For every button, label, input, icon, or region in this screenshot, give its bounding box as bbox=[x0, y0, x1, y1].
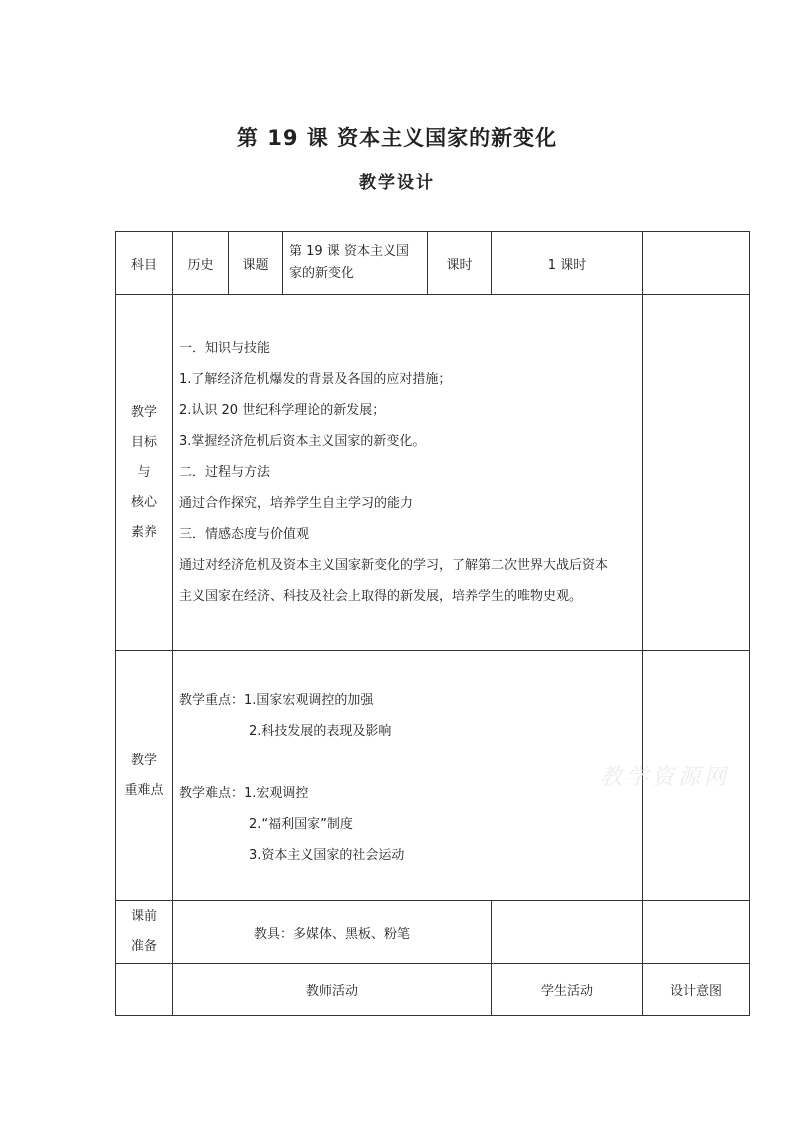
preparation-blank-cell bbox=[643, 901, 750, 964]
goals-label bbox=[116, 295, 173, 651]
goals-item: 2.认识 20 世纪科学理论的新发展； bbox=[179, 403, 386, 418]
focus-item: 2.科技发展的表现及影响 bbox=[249, 724, 392, 739]
preparation-blank-cell bbox=[492, 901, 643, 964]
goals-item: 主义国家在经济、科技及社会上取得的新发展，培养学生的唯物史观。 bbox=[179, 589, 583, 604]
goals-item: 通过对经济危机及资本主义国家新变化的学习，了解第二次世界大战后资本 bbox=[179, 558, 609, 573]
design-intent-header: 设计意图 bbox=[643, 964, 750, 1016]
goals-blank-cell bbox=[643, 295, 750, 651]
hours-label: 课时 bbox=[428, 232, 492, 295]
focus-item: 教学重点：1.国家宏观调控的加强 bbox=[179, 693, 374, 708]
info-blank-cell bbox=[643, 232, 750, 295]
goals-row bbox=[116, 295, 750, 651]
topic-value bbox=[283, 232, 428, 295]
key-points-content bbox=[173, 651, 643, 901]
key-points-label-line: 重难点 bbox=[124, 782, 164, 798]
hours-value: 1 课时 bbox=[492, 232, 643, 295]
teacher-activity-header: 教师活动 bbox=[173, 964, 492, 1016]
key-points-label bbox=[116, 651, 173, 901]
preparation-label-line: 准备 bbox=[130, 939, 157, 954]
activity-blank-cell bbox=[116, 964, 173, 1016]
goals-label-line: 核心 bbox=[130, 494, 157, 510]
goals-heading-knowledge: 一．知识与技能 bbox=[179, 341, 271, 356]
lesson-plan-table bbox=[115, 231, 750, 1016]
goals-label-line: 目标 bbox=[130, 434, 157, 450]
goals-label-line: 教学 bbox=[130, 404, 157, 420]
preparation-label-line: 课前 bbox=[130, 909, 157, 924]
subject-value: 历史 bbox=[173, 232, 229, 295]
goals-item: 3.掌握经济危机后资本主义国家的新变化。 bbox=[179, 434, 426, 449]
goals-heading-process: 二．过程与方法 bbox=[179, 465, 271, 480]
goals-label-line: 与 bbox=[137, 464, 151, 480]
subject-label: 科目 bbox=[116, 232, 173, 295]
preparation-label bbox=[116, 901, 173, 964]
page-title: 第 19 课 资本主义国家的新变化 bbox=[236, 126, 558, 150]
topic-value-line1: 第 19 课 资本主义国 bbox=[289, 244, 409, 259]
goals-heading-attitude: 三．情感态度与价值观 bbox=[179, 527, 310, 542]
page-subtitle: 教学设计 bbox=[359, 173, 435, 193]
difficulty-item: 2.“福利国家”制度 bbox=[249, 817, 353, 832]
topic-label: 课题 bbox=[229, 232, 283, 295]
spacer bbox=[179, 747, 636, 778]
goals-item: 通过合作探究，培养学生自主学习的能力 bbox=[179, 496, 414, 511]
difficulty-item: 教学难点：1.宏观调控 bbox=[179, 786, 309, 801]
goals-item: 1.了解经济危机爆发的背景及各国的应对措施； bbox=[179, 372, 452, 387]
watermark: 教学资源网 bbox=[600, 765, 731, 790]
key-points-label-line: 教学 bbox=[130, 752, 157, 768]
preparation-row bbox=[116, 901, 750, 964]
preparation-value: 教具：多媒体、黑板、粉笔 bbox=[173, 901, 492, 964]
goals-label-line: 素养 bbox=[130, 524, 157, 540]
student-activity-header: 学生活动 bbox=[492, 964, 643, 1016]
difficulty-item: 3.资本主义国家的社会运动 bbox=[249, 848, 405, 863]
goals-content bbox=[173, 295, 643, 651]
activity-header-row bbox=[116, 964, 750, 1016]
info-row bbox=[116, 232, 750, 295]
topic-value-line2: 家的新变化 bbox=[289, 266, 355, 281]
